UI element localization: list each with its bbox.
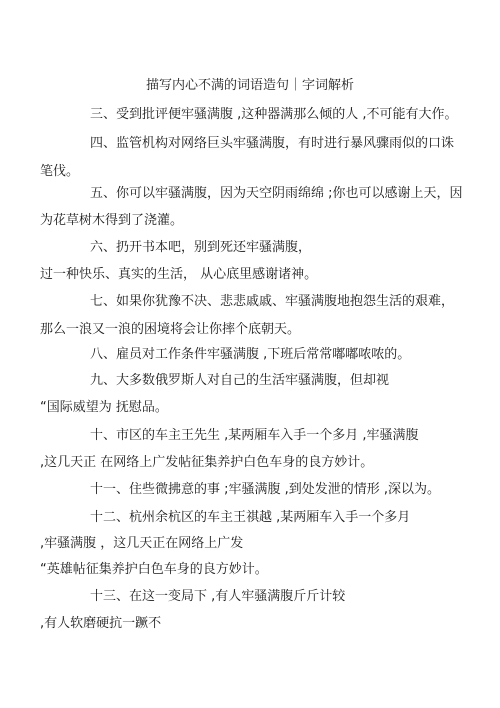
sentence-line: 十三、在这一变局下 ,有人牢骚满腹斤斤计较 [90,589,346,604]
sentence-line: ,这几天正 在网络上广发帖征集养护白色车身的良方妙计。 [40,455,374,470]
sentence-line: 四、监管机构对网络巨头牢骚满腹，有时进行暴风骤雨似的口诛 [90,136,455,151]
sentence-line: 十、市区的车主王先生 ,某两厢车入手一个多月 ,牢骚满腹 [90,428,419,443]
sentence-line: “国际威望为 抚慰品。 [40,400,168,415]
sentence-line: 十二、杭州余杭区的车主王祺越 ,某两厢车入手一个多月 [90,510,411,525]
sentence-line: 六、扔开书本吧，别到死还牢骚满腹， [90,240,312,255]
sentence-line: 八、雇员对工作条件牢骚满腹 ,下班后常常嘟嘟哝哝的。 [90,347,411,362]
sentence-line: 七、如果你犹豫不决、悲悲戚戚、牢骚满腹地抱怨生活的艰难， [90,294,455,309]
sentence-line: 九、大多数俄罗斯人对自己的生活牢骚满腹，但却视 [90,373,390,388]
sentence-line: ,牢骚满腹 ，这几天正在网络上广发 [40,536,244,551]
document-title: 描写内心不满的词语造句｜字词解析 [145,78,354,93]
sentence-line: 三、受到批评便牢骚满腹 ,这种器满那么倾的人 ,不可能有大作。 [90,107,458,122]
sentence-line: 那么一浪又一浪的困境将会让你摔个底朝天。 [40,322,301,337]
sentence-line: 十一、住些微拂意的事 ;牢骚满腹 ,到处发泄的情形 ,深以为。 [90,482,441,497]
sentence-line: 笔伐。 [40,164,80,179]
sentence-line: “英雄帖征集养护白色车身的良方妙计。 [40,562,268,577]
sentence-line: 为花草树木得到了浇灌。 [40,213,184,228]
sentence-line: ,有人软磨硬抗一蹶不 [40,616,162,631]
sentence-line: 过一种快乐、真实的生活， 从心底里感谢诸神。 [40,267,318,282]
sentence-line: 五、你可以牢骚满腹，因为天空阴雨绵绵 ;你也可以感谢上天，因 [90,186,463,201]
